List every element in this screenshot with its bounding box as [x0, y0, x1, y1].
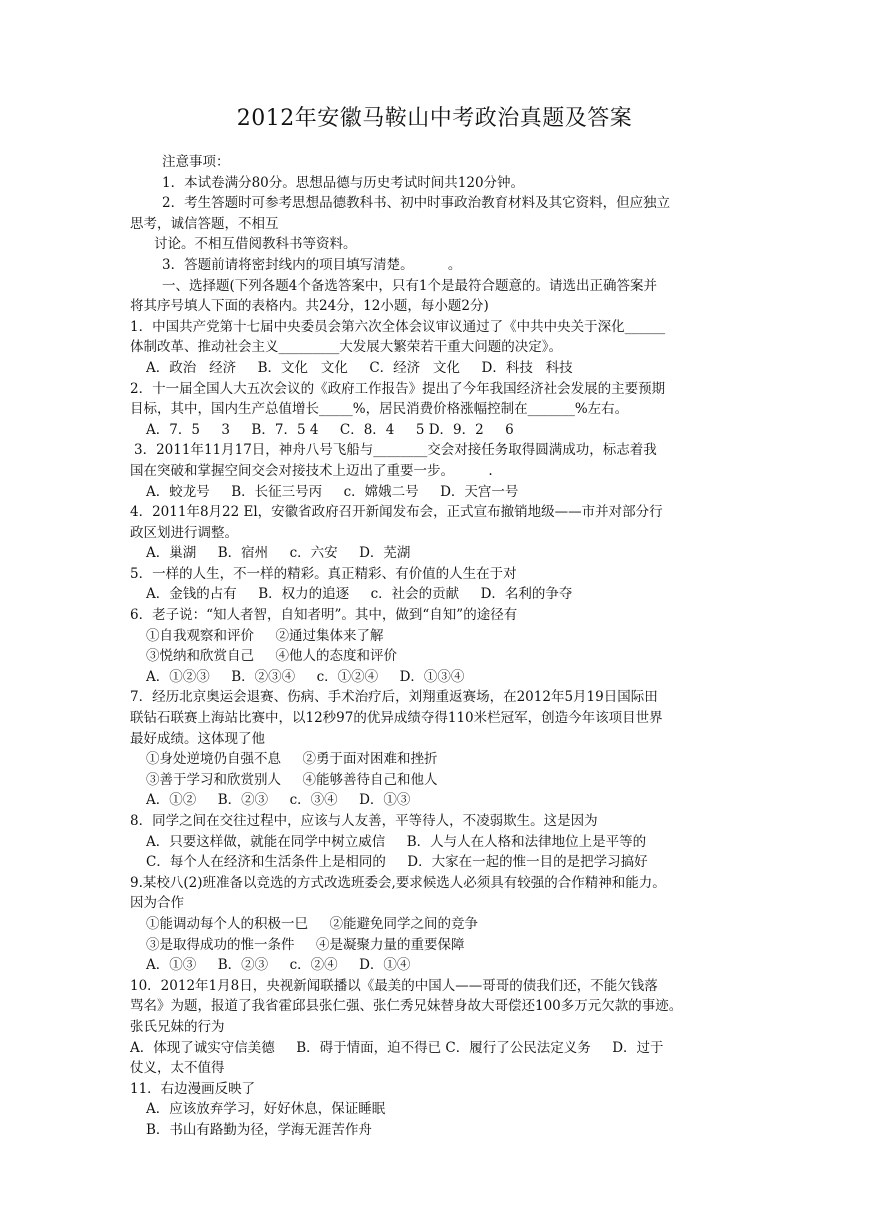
text-line: A．金钱的占有 B．权力的追逐 c．社会的贡献 D．名利的争夺 [146, 586, 573, 603]
text-line: 1．中国共产党第十七届中央委员会第六次全体会议审议通过了《中共中央关于深化______ [130, 318, 666, 335]
text-line: 将其序号填人下面的表格内。共24分，12小题，每小题2分) [130, 298, 489, 315]
text-line: A．①② B．②③ c．③④ D．①③ [146, 792, 411, 809]
text-line: A．体现了诚实守信美德 B．碍于情面，迫不得已 C．履行了公民法定义务 D．过于 [130, 1039, 664, 1056]
text-line: ①身处逆境仍自强不息 ②勇于面对困难和挫折 [146, 751, 438, 768]
text-line: 3．2011年11月17日，神舟八号飞船与________交会对接任务取得圆满成功，标志着我 [134, 442, 657, 459]
text-line: 因为合作 [130, 895, 184, 912]
text-line: 9.某校八(2)班准备以竞选的方式改选班委会,要求候选人必须具有较强的合作精神和能力。 [130, 874, 666, 891]
text-line: ③善于学习和欣赏别人 ④能够善待自己和他人 [146, 771, 438, 788]
text-line: 3．答题前请将密封线内的项目填写清楚。 。 [162, 256, 462, 273]
text-line: 6．老子说：“知人者智，自知者明”。其中，做到“自知”的途径有 [130, 607, 518, 624]
text-line: A．政治 经济 B．文化 文化 C．经济 文化 D．科技 科技 [146, 359, 573, 376]
text-line: 5．一样的人生，不一样的精彩。真正精彩、有价值的人生在于对 [130, 565, 517, 582]
document-body [130, 152, 740, 1141]
text-line: A．蛟龙号 B．长征三号丙 c．嫦娥二号 D．天宫一号 [146, 483, 519, 500]
text-line: 11．右边漫画反映了 [130, 1080, 256, 1097]
text-line: 2．考生答题时可参考思想品德教科书、初中时事政治教育材料及其它资料，但应独立 [162, 195, 671, 212]
text-line: 张氏兄妹的行为 [130, 1018, 225, 1035]
text-line: 8．同学之间在交往过程中，应该与人友善，平等待人，不凌弱欺生。这是因为 [130, 813, 598, 829]
text-line: 思考，诚信答题，不相互 [130, 215, 279, 232]
document-title: 2012年安徽马鞍山中考政治真题及答案 [236, 106, 633, 131]
text-line: 骂名》为题，报道了我省霍邱县张仁强、张仁秀兄妹替身故大哥偿还100多万元欠款的事迹。 [130, 998, 683, 1015]
text-line: 一、选择题(下列各题4个备选答案中，只有1个是最符合题意的。请选出正确答案并 [162, 277, 657, 294]
text-line: 7．经历北京奥运会退赛、伤病、手术治疗后，刘翔重返赛场，在2012年5月19日国际田 [130, 689, 658, 706]
text-line: 1．本试卷满分80分。思想品德与历史考试时间共120分钟。 [162, 174, 525, 191]
text-line: 国在突破和掌握空间交会对接技术上迈出了重要一步。 . [130, 462, 493, 479]
text-line: 2．十一届全国人大五次会议的《政府工作报告》提出了今年我国经济社会发展的主要预期 [130, 380, 666, 397]
text-line: 体制改革、推动社会主义_________大发展大繁荣若干重大问题的决定》。 [130, 339, 562, 356]
text-line: A．只要这样做，就能在同学中树立威信 B．人与人在人格和法律地位上是平等的 [146, 833, 647, 850]
text-line: 10．2012年1月8日，央视新闻联播以《最美的中国人——哥哥的债我们还，不能欠钱落 [130, 977, 658, 994]
text-line: ①能调动每个人的积极一巳 ②能避免同学之间的竞争 [146, 915, 478, 932]
text-line: 最好成绩。这体现了他 [130, 730, 265, 747]
text-line: 政区划进行调整。 [130, 524, 238, 541]
text-line: C．每个人在经济和生活条件上是相同的 D．大家在一起的惟一目的是把学习搞好 [146, 854, 648, 871]
text-line: A．7．5 3 B．7．5 4 C．8．4 5 D．9．2 6 [146, 421, 514, 438]
text-line: ③悦纳和欣赏自己 ④他人的态度和评价 [146, 648, 397, 665]
text-line: 讨论。不相互借阅教科书等资料。 [154, 236, 357, 253]
text-line: 4．2011年8月22 El，安徽省政府召开新闻发布会，正式宣布撤销地级——市并对部分行 [130, 504, 663, 521]
text-line: ③是取得成功的惟一条件 ④是凝聚力量的重要保障 [146, 936, 465, 953]
text-line: A．①③ B．②③ c．②④ D．①④ [146, 957, 411, 974]
text-line: A．应该放弃学习，好好休息，保证睡眠 [146, 1101, 386, 1118]
text-line: A．巢湖 B．宿州 c．六安 D．芜湖 [146, 545, 411, 562]
text-line: 仗义，太不值得 [130, 1060, 225, 1077]
text-line: 目标，其中，国内生产总值增长_____%，居民消费价格涨幅控制在_______%左右。 [130, 401, 629, 418]
text-line: B．书山有路勤为径，学海无涯苦作舟 [146, 1121, 372, 1138]
text-line: 联钻石联赛上海站比赛中，以12秒97的优异成绩夺得110米栏冠军，创造今年该项目世界 [130, 710, 663, 727]
text-line: ①自我观察和评价 ②通过集体来了解 [146, 627, 384, 644]
text-line: A．①②③ B．②③④ c．①②④ D．①③④ [146, 668, 465, 685]
text-line: 注意事项： [162, 154, 230, 170]
